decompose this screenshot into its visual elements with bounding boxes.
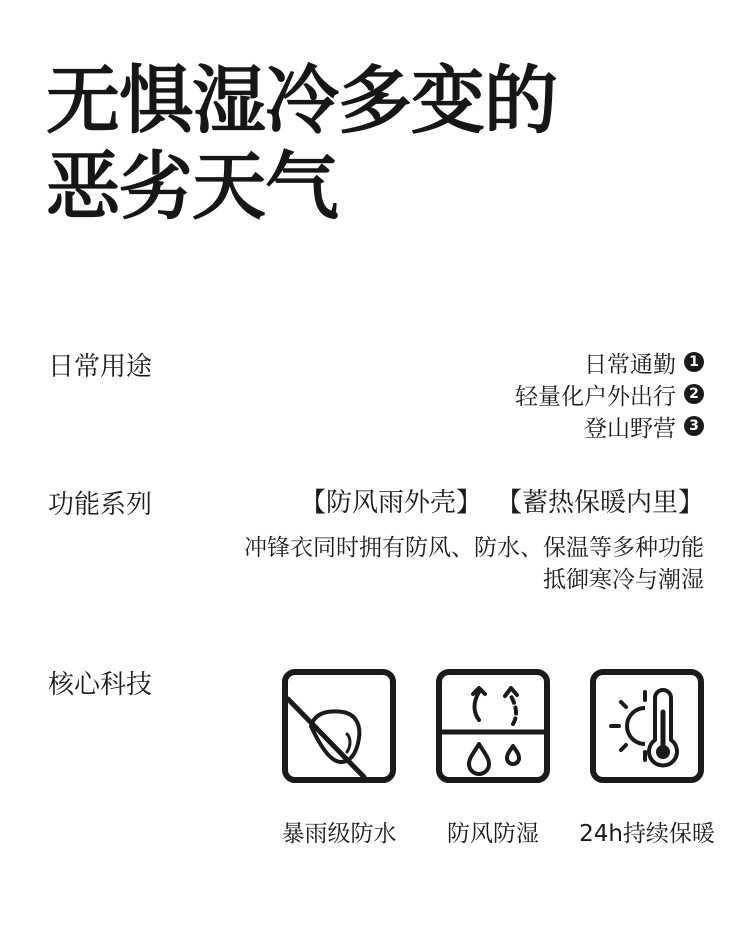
usage-item-text: 日常通勤 [584, 351, 676, 378]
function-label: 功能系列 [48, 490, 153, 520]
wind-moisture-icon [435, 668, 551, 784]
usage-item-text: 轻量化户外出行 [515, 383, 676, 410]
headline-line-1: 无惧湿冷多变的 [46, 58, 557, 144]
rain-proof-icon [281, 668, 397, 784]
usage-list [344, 346, 704, 442]
usage-item [515, 378, 704, 410]
series-shell: 【防风雨外壳】 [299, 488, 482, 518]
number-badge: 1 [684, 352, 704, 372]
tech-label: 核心科技 [48, 670, 153, 700]
tech-label-rain-proof: 暴雨级防水 [281, 821, 397, 847]
headline [46, 58, 557, 230]
function-description [144, 532, 704, 596]
tech-label-warmth: 24h持续保暖 [579, 821, 715, 847]
number-badge: 2 [684, 384, 704, 404]
usage-item [584, 346, 704, 378]
usage-label: 日常用途 [48, 352, 153, 382]
usage-item [584, 410, 704, 442]
description-line-2: 抵御寒冷与潮湿 [543, 567, 704, 593]
number-badge: 3 [684, 416, 704, 436]
series-lining: 【蓄热保暖内里】 [495, 488, 704, 518]
headline-line-2: 恶劣天气 [46, 144, 338, 230]
thermometer-sun-icon [589, 668, 705, 784]
description-line-1: 冲锋衣同时拥有防风、防水、保温等多种功能 [244, 535, 704, 561]
series-row [300, 482, 704, 519]
tech-label-wind-moisture: 防风防湿 [447, 821, 539, 847]
usage-item-text: 登山野营 [584, 415, 676, 442]
